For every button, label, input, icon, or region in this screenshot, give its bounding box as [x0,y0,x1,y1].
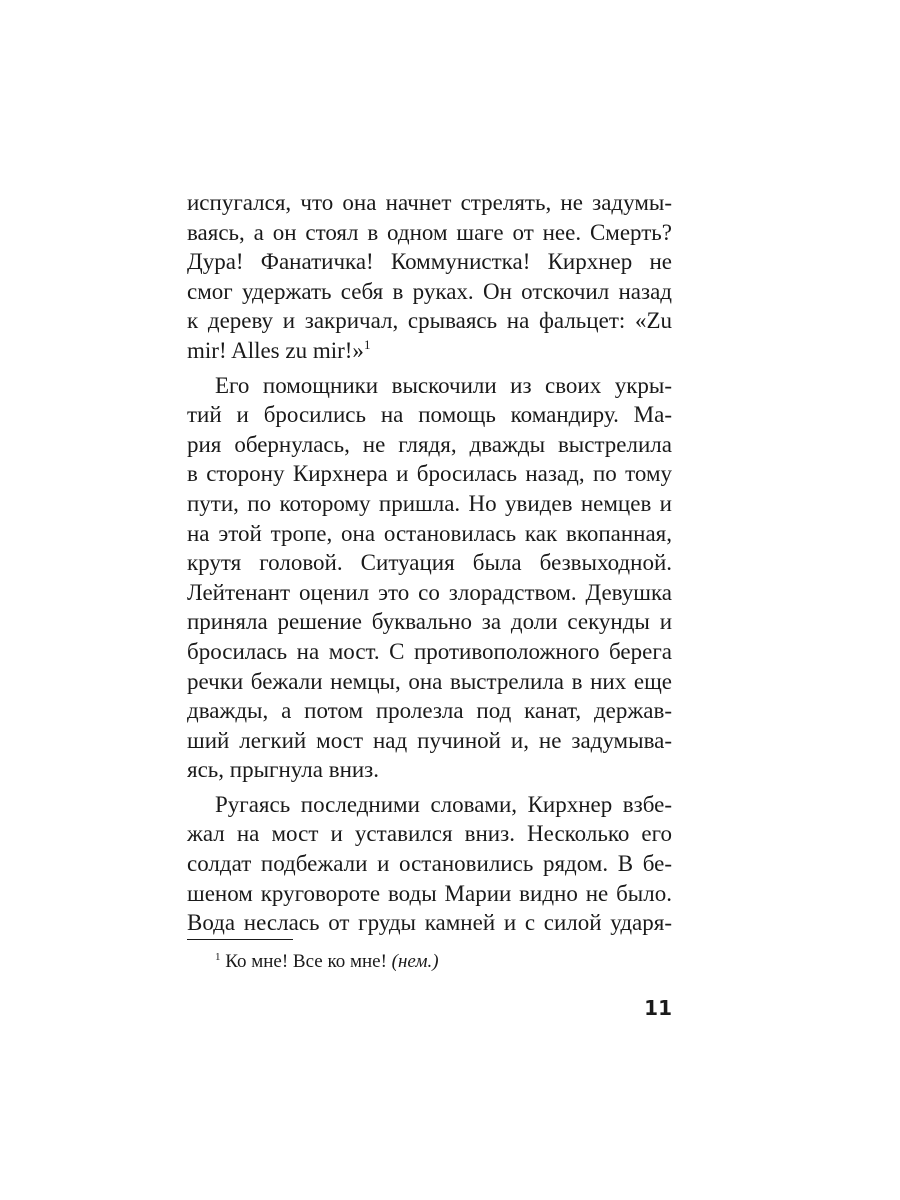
text-line-content: mir! Alles zu mir!» [187,337,364,363]
text-line: Лейтенант оценил это со злорадством. Девушка [187,579,672,605]
text-line: тий и бросились на помощь командиру. Ма- [187,402,672,428]
text-line: крутя головой. Ситуация была безвыходной. [187,550,672,576]
text-line: бросилась на мост. С противоположного берега [187,638,672,664]
text-line: Вода неслась от груды камней и с силой ударя- [187,910,672,936]
text-line: Дура! Фанатичка! Коммунистка! Кирхнер не [187,249,672,275]
text-line: приняла решение буквально за доли секунды и [187,609,672,635]
text-line: речки бежали немцы, она выстрелила в них еще [187,668,672,694]
text-line: солдат подбежали и остановились рядом. В бе- [187,851,672,877]
text-line: испугался, что она начнет стрелять, не задумы- [187,190,672,215]
text-line: на этой тропе, она остановилась как вкопанная, [187,520,672,546]
text-line: Его помощники выскочили из своих укры- [215,372,672,398]
body-text [187,188,672,938]
footnote-divider [187,939,293,940]
footnote-marker: 1 [215,951,221,963]
text-line: к дереву и закричал, срываясь на фальцет: «Zu [187,308,672,334]
text-line: ясь, прыгнула вниз. [187,757,380,783]
text-line: ший легкий мост над пучиной и, не задумыва- [187,727,672,753]
text-line: пути, по которому пришла. Но увидев немцев и [187,490,672,516]
paragraph-2 [187,371,672,785]
text-line: дважды, а потом пролезла под канат, держав- [187,698,672,724]
text-line: в сторону Кирхнера и бросилась назад, по тому [187,461,672,487]
page-number: 11 [644,996,672,1020]
footnote-reference[interactable]: 1 [363,336,371,352]
footnote [215,951,439,973]
footnote-language-gloss: (нем.) [391,951,439,972]
text-line: шеном круговороте воды Марии видно не было. [187,880,672,906]
footnote-text: Ко мне! Все ко мне! [225,951,387,972]
text-line: рия обернулась, не глядя, дважды выстрелила [187,431,672,457]
text-line: Ругаясь последними словами, Кирхнер взбе- [215,791,672,817]
text-line: жал на мост и уставился вниз. Несколько его [187,821,672,847]
paragraph-1 [187,188,672,366]
paragraph-3 [187,790,672,938]
text-line: смог удержать себя в руках. Он отскочил назад [187,278,672,304]
text-line: ваясь, а он стоял в одном шаге от нее. Смерть? [187,219,672,245]
text-line [187,336,672,366]
